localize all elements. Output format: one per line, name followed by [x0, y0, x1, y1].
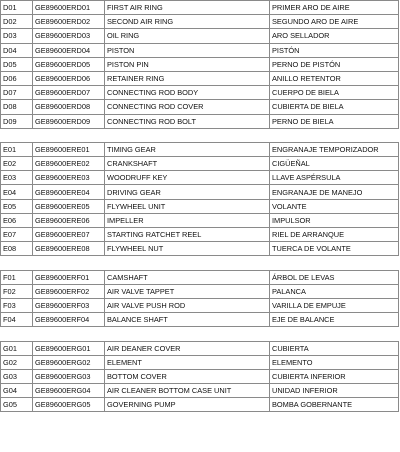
spanish-name-cell: UNIDAD INFERIOR [270, 384, 399, 398]
table-row [1, 15, 399, 29]
code-cell: G04 [1, 384, 33, 398]
table-row [1, 142, 399, 156]
part-number-cell: GE89600ERE05 [33, 199, 105, 213]
code-cell: G02 [1, 355, 33, 369]
empty-cell [270, 128, 399, 142]
part-number-cell: GE89600ERF04 [33, 313, 105, 327]
part-number-cell: GE89600ERD07 [33, 86, 105, 100]
spanish-name-cell: CUBIERTA DE BIELA [270, 100, 399, 114]
table-row [1, 213, 399, 227]
table-row [1, 270, 399, 284]
part-number-cell: GE89600ERD01 [33, 1, 105, 15]
spanish-name-cell: VOLANTE [270, 199, 399, 213]
table-row [1, 341, 399, 355]
part-number-cell: GE89600ERE01 [33, 142, 105, 156]
table-row [1, 57, 399, 71]
table-row [1, 242, 399, 256]
empty-cell [270, 256, 399, 270]
table-row [1, 71, 399, 85]
part-number-cell: GE89600ERE08 [33, 242, 105, 256]
spanish-name-cell: CUERPO DE BIELA [270, 86, 399, 100]
spanish-name-cell: TUERCA DE VOLANTE [270, 242, 399, 256]
spanish-name-cell: CUBIERTA INFERIOR [270, 369, 399, 383]
english-name-cell: PISTON PIN [105, 57, 270, 71]
part-number-cell: GE89600ERG01 [33, 341, 105, 355]
part-number-cell: GE89600ERD04 [33, 43, 105, 57]
spanish-name-cell: ANILLO RETENTOR [270, 71, 399, 85]
english-name-cell: CONNECTING ROD BODY [105, 86, 270, 100]
code-cell: E08 [1, 242, 33, 256]
english-name-cell: TIMING GEAR [105, 142, 270, 156]
table-row [1, 369, 399, 383]
group-spacer-row [1, 256, 399, 270]
part-number-cell: GE89600ERE06 [33, 213, 105, 227]
spanish-name-cell: PALANCA [270, 284, 399, 298]
spanish-name-cell: RIEL DE ARRANQUE [270, 228, 399, 242]
part-number-cell: GE89600ERD03 [33, 29, 105, 43]
table-row [1, 171, 399, 185]
code-cell: F03 [1, 298, 33, 312]
parts-table-body [1, 1, 399, 412]
part-number-cell: GE89600ERG02 [33, 355, 105, 369]
empty-cell [33, 327, 105, 341]
code-cell: D04 [1, 43, 33, 57]
english-name-cell: FIRST AIR RING [105, 1, 270, 15]
english-name-cell: BALANCE SHAFT [105, 313, 270, 327]
english-name-cell: STARTING RATCHET REEL [105, 228, 270, 242]
english-name-cell: RETAINER RING [105, 71, 270, 85]
table-row [1, 284, 399, 298]
english-name-cell: AIR CLEANER BOTTOM CASE UNIT [105, 384, 270, 398]
spanish-name-cell: PRIMER ARO DE AIRE [270, 1, 399, 15]
part-number-cell: GE89600ERD02 [33, 15, 105, 29]
spanish-name-cell: ÁRBOL DE LEVAS [270, 270, 399, 284]
group-spacer-row [1, 327, 399, 341]
table-row [1, 185, 399, 199]
spanish-name-cell: LLAVE ASPÉRSULA [270, 171, 399, 185]
empty-cell [105, 128, 270, 142]
code-cell: D08 [1, 100, 33, 114]
english-name-cell: ELEMENT [105, 355, 270, 369]
part-number-cell: GE89600ERF02 [33, 284, 105, 298]
english-name-cell: OIL RING [105, 29, 270, 43]
part-number-cell: GE89600ERF01 [33, 270, 105, 284]
code-cell: E01 [1, 142, 33, 156]
spanish-name-cell: ELEMENTO [270, 355, 399, 369]
code-cell: E03 [1, 171, 33, 185]
table-row [1, 298, 399, 312]
code-cell: D03 [1, 29, 33, 43]
spanish-name-cell: PISTÓN [270, 43, 399, 57]
table-row [1, 29, 399, 43]
code-cell: F02 [1, 284, 33, 298]
code-cell: G05 [1, 398, 33, 412]
spanish-name-cell: VARILLA DE EMPUJE [270, 298, 399, 312]
english-name-cell: CAMSHAFT [105, 270, 270, 284]
english-name-cell: CONNECTING ROD BOLT [105, 114, 270, 128]
english-name-cell: FLYWHEEL UNIT [105, 199, 270, 213]
code-cell: G03 [1, 369, 33, 383]
english-name-cell: CRANKSHAFT [105, 157, 270, 171]
code-cell: F04 [1, 313, 33, 327]
part-number-cell: GE89600ERD09 [33, 114, 105, 128]
code-cell: E04 [1, 185, 33, 199]
english-name-cell: AIR VALVE PUSH ROD [105, 298, 270, 312]
code-cell: G01 [1, 341, 33, 355]
table-row [1, 1, 399, 15]
code-cell: E05 [1, 199, 33, 213]
table-row [1, 313, 399, 327]
english-name-cell: AIR DEANER COVER [105, 341, 270, 355]
part-number-cell: GE89600ERE02 [33, 157, 105, 171]
english-name-cell: CONNECTING ROD COVER [105, 100, 270, 114]
code-cell: D01 [1, 1, 33, 15]
table-row [1, 43, 399, 57]
table-row [1, 100, 399, 114]
table-row [1, 199, 399, 213]
table-row [1, 398, 399, 412]
part-number-cell: GE89600ERE03 [33, 171, 105, 185]
code-cell: D09 [1, 114, 33, 128]
empty-cell [1, 256, 33, 270]
empty-cell [105, 256, 270, 270]
group-spacer-row [1, 128, 399, 142]
empty-cell [33, 128, 105, 142]
spanish-name-cell: ENGRANAJE TEMPORIZADOR [270, 142, 399, 156]
code-cell: E02 [1, 157, 33, 171]
part-number-cell: GE89600ERE07 [33, 228, 105, 242]
code-cell: D05 [1, 57, 33, 71]
empty-cell [270, 327, 399, 341]
english-name-cell: SECOND AIR RING [105, 15, 270, 29]
english-name-cell: WOODRUFF KEY [105, 171, 270, 185]
spanish-name-cell: PERNO DE BIELA [270, 114, 399, 128]
code-cell: F01 [1, 270, 33, 284]
english-name-cell: PISTON [105, 43, 270, 57]
code-cell: D02 [1, 15, 33, 29]
spanish-name-cell: BOMBA GOBERNANTE [270, 398, 399, 412]
english-name-cell: BOTTOM COVER [105, 369, 270, 383]
code-cell: D07 [1, 86, 33, 100]
empty-cell [33, 256, 105, 270]
part-number-cell: GE89600ERE04 [33, 185, 105, 199]
spanish-name-cell: IMPULSOR [270, 213, 399, 227]
spanish-name-cell: ARO SELLADOR [270, 29, 399, 43]
table-row [1, 384, 399, 398]
spanish-name-cell: EJE DE BALANCE [270, 313, 399, 327]
spanish-name-cell: CUBIERTA [270, 341, 399, 355]
empty-cell [105, 327, 270, 341]
part-number-cell: GE89600ERD05 [33, 57, 105, 71]
spanish-name-cell: ENGRANAJE DE MANEJO [270, 185, 399, 199]
english-name-cell: FLYWHEEL NUT [105, 242, 270, 256]
spanish-name-cell: PERNO DE PISTÓN [270, 57, 399, 71]
code-cell: E06 [1, 213, 33, 227]
code-cell: D06 [1, 71, 33, 85]
part-number-cell: GE89600ERD06 [33, 71, 105, 85]
part-number-cell: GE89600ERG03 [33, 369, 105, 383]
empty-cell [1, 327, 33, 341]
english-name-cell: AIR VALVE TAPPET [105, 284, 270, 298]
table-row [1, 114, 399, 128]
table-row [1, 157, 399, 171]
part-number-cell: GE89600ERG05 [33, 398, 105, 412]
code-cell: E07 [1, 228, 33, 242]
part-number-cell: GE89600ERF03 [33, 298, 105, 312]
spanish-name-cell: CIGÜEÑAL [270, 157, 399, 171]
table-row [1, 86, 399, 100]
table-row [1, 355, 399, 369]
part-number-cell: GE89600ERG04 [33, 384, 105, 398]
english-name-cell: DRIVING GEAR [105, 185, 270, 199]
english-name-cell: GOVERNING PUMP [105, 398, 270, 412]
empty-cell [1, 128, 33, 142]
spanish-name-cell: SEGUNDO ARO DE AIRE [270, 15, 399, 29]
part-number-cell: GE89600ERD08 [33, 100, 105, 114]
english-name-cell: IMPELLER [105, 213, 270, 227]
table-row [1, 228, 399, 242]
